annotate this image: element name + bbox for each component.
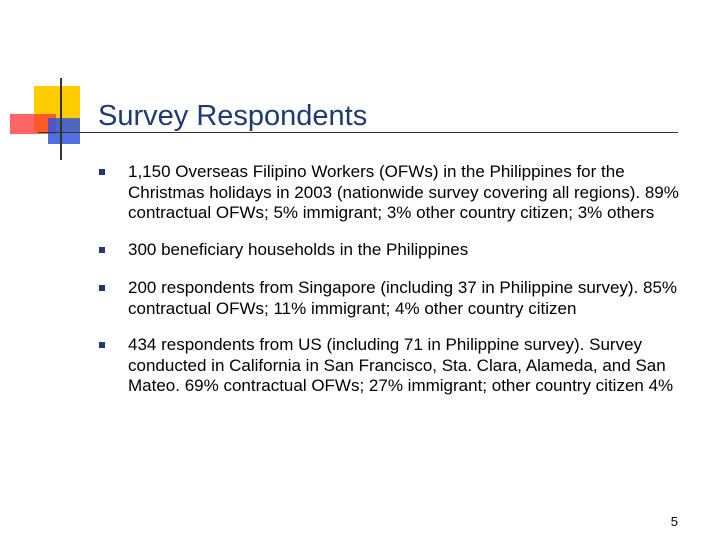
decor-vertical-line xyxy=(60,78,62,160)
page-number: 5 xyxy=(670,514,678,529)
square-bullet-icon xyxy=(99,342,105,348)
slide-title: Survey Respondents xyxy=(98,100,368,132)
bullet-text: 434 respondents from US (including 71 in Philippine survey). Survey conducted in California in San Francisco, Sta. Clara, Alameda, and San Mateo. 69% contractual OFWs; 27% immigrant; other country citizen 4% xyxy=(128,335,674,395)
bullet-text: 1,150 Overseas Filipino Workers (OFWs) in the Philippines for the Christmas holidays in 2003 (nationwide survey covering all regions). 89% contractual OFWs; 5% immigrant; 3% other country citizen; 3% others xyxy=(128,162,679,222)
square-bullet-icon xyxy=(99,247,105,253)
decor-blue-square xyxy=(48,118,80,144)
square-bullet-icon xyxy=(99,285,105,291)
bullet-item xyxy=(98,278,688,319)
bullet-item xyxy=(98,240,688,261)
bullet-text: 200 respondents from Singapore (including 37 in Philippine survey). 85% contractual OFWs; 11% immigrant; 4% other country citizen xyxy=(128,278,678,318)
bullet-item xyxy=(98,335,688,397)
square-bullet-icon xyxy=(99,169,105,175)
bullet-item xyxy=(98,162,688,224)
bullet-text: 300 beneficiary households in the Philippines xyxy=(128,239,469,259)
bullet-list xyxy=(98,162,688,413)
